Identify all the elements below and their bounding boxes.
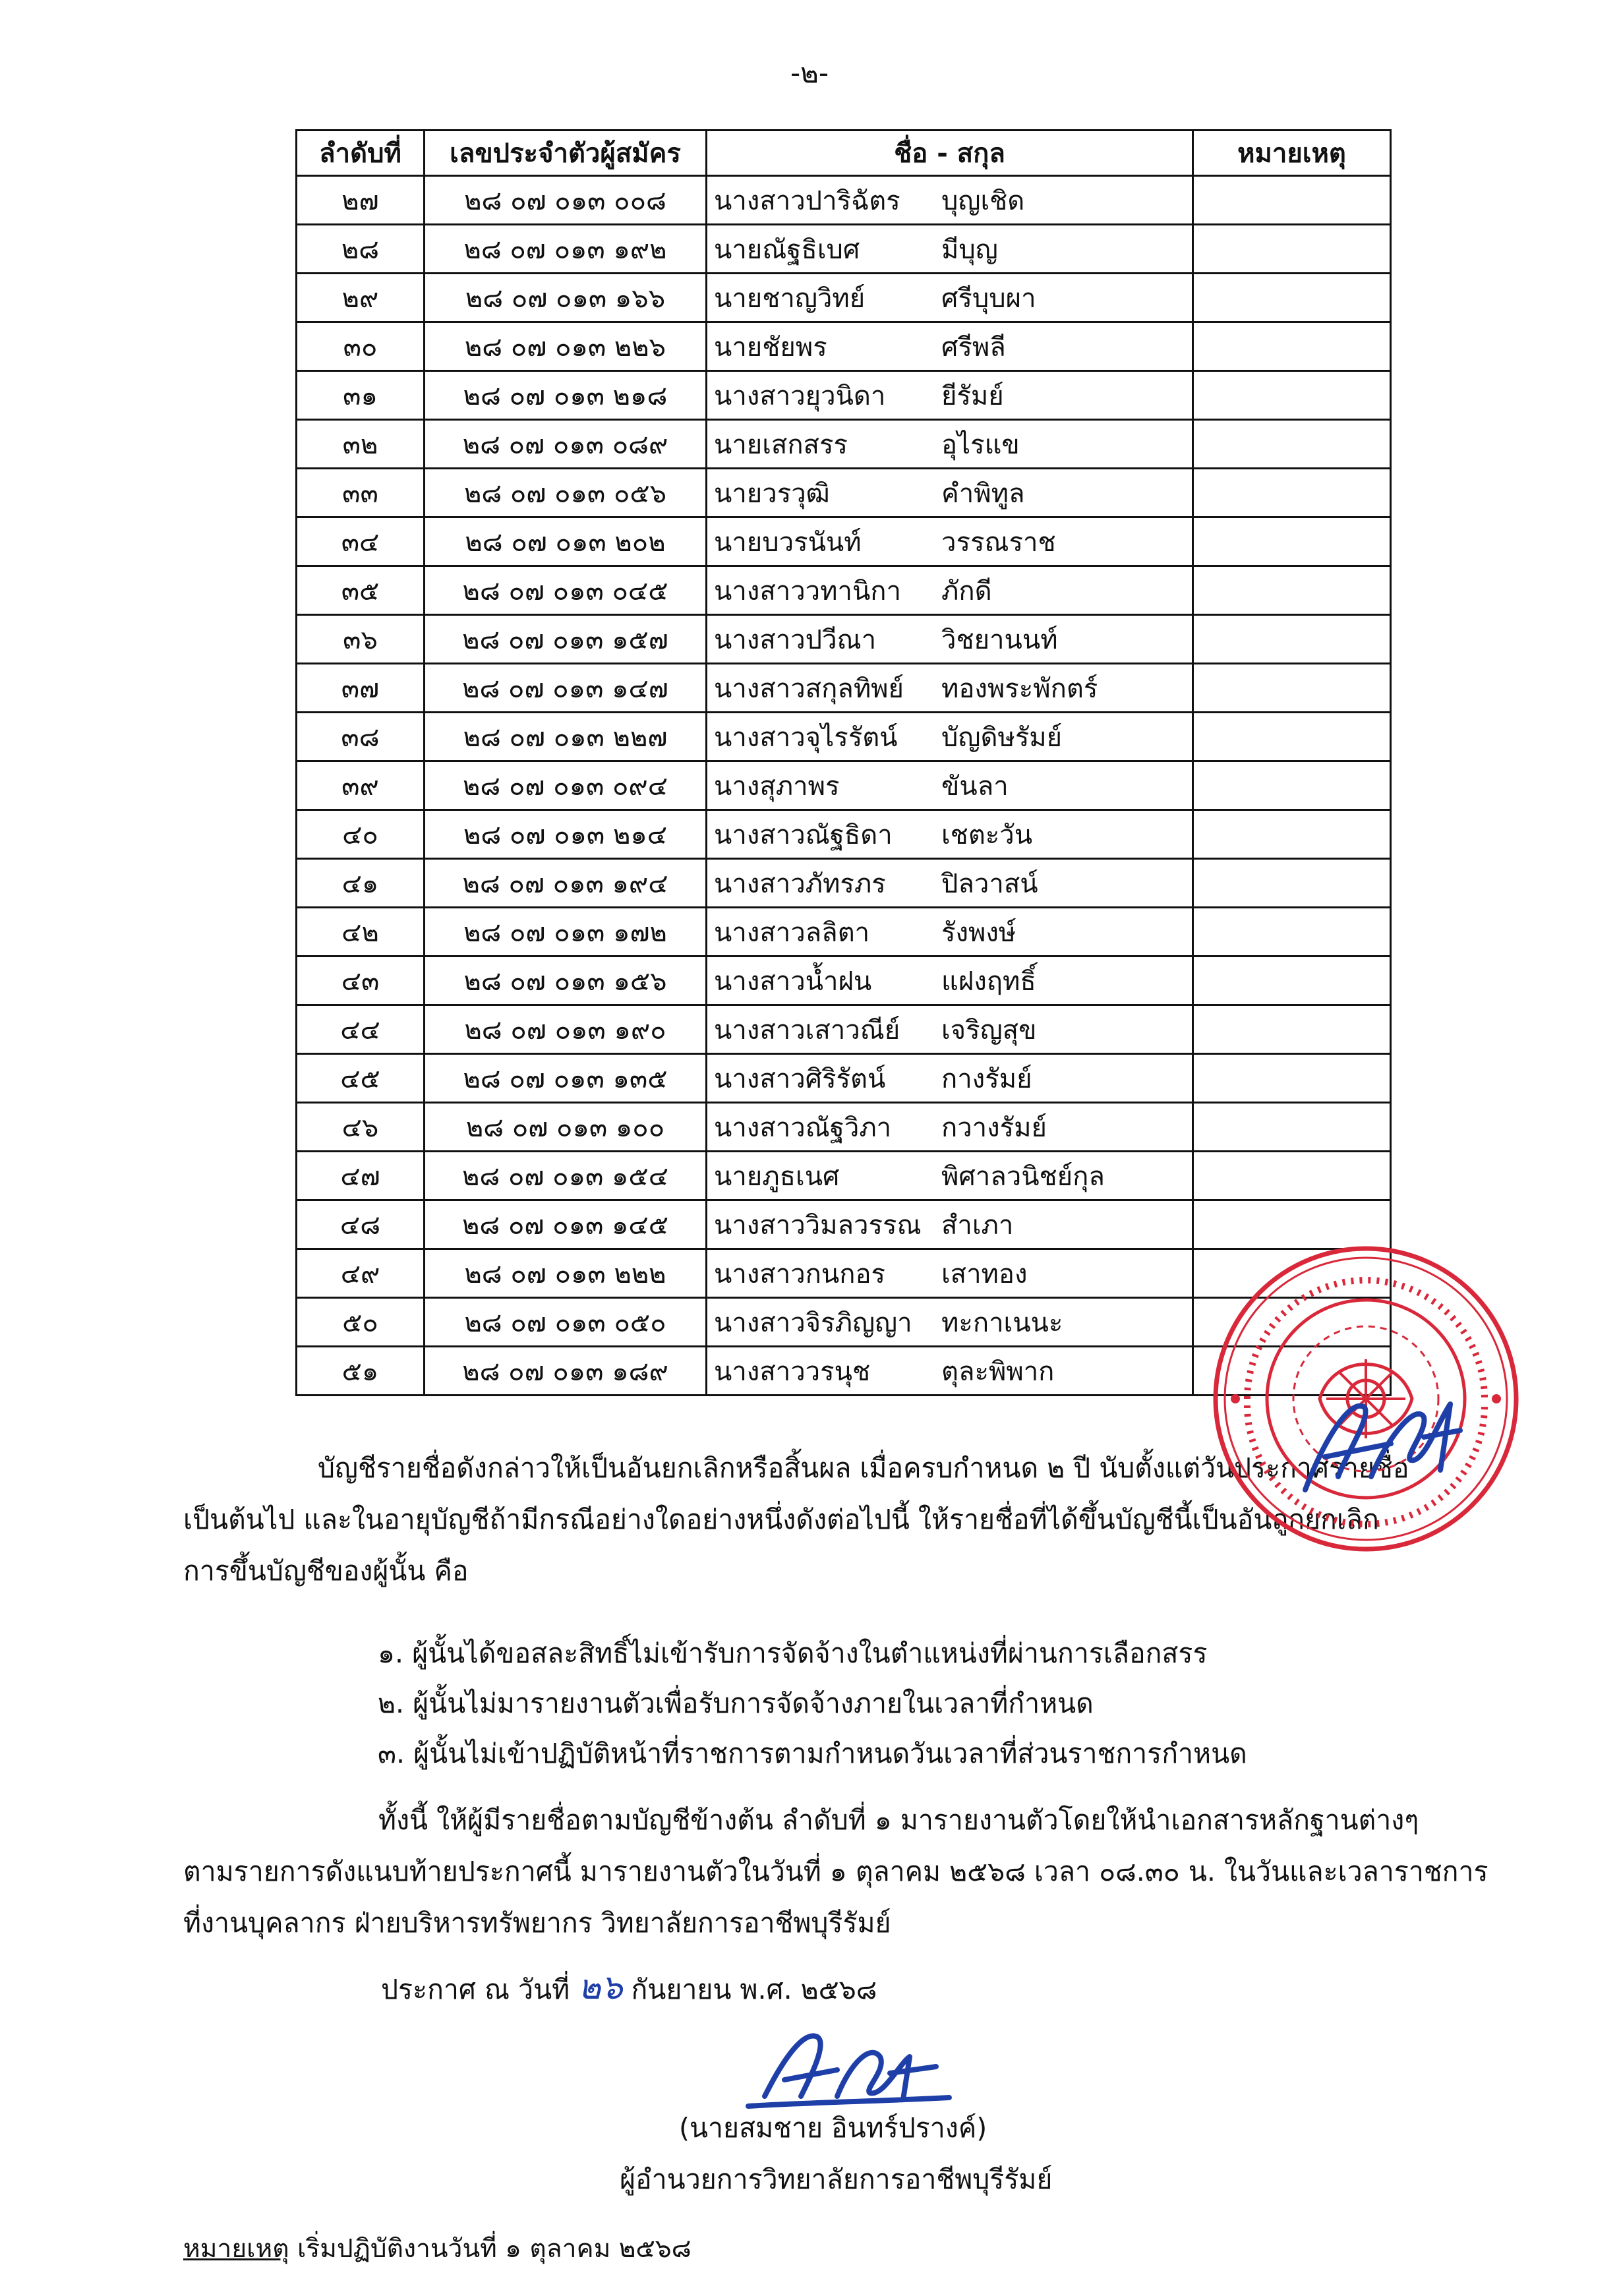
table-row bbox=[297, 859, 1391, 908]
cell-note bbox=[1193, 1054, 1391, 1103]
table-row bbox=[297, 664, 1391, 713]
cell-name bbox=[707, 957, 1193, 1005]
cell-name bbox=[707, 1054, 1193, 1103]
table-row bbox=[297, 469, 1391, 517]
first-name: นางสาวลลิตา bbox=[714, 917, 870, 948]
cell-candidate-id: ๒๘ ๐๗ ๐๑๓ ๒๒๖ bbox=[425, 322, 707, 371]
cell-seq: ๓๒ bbox=[297, 420, 425, 469]
last-name: บัญดิษรัมย์ bbox=[941, 722, 1063, 753]
candidate-table bbox=[295, 129, 1392, 1396]
first-name: นางสาวณัฐวิภา bbox=[714, 1112, 892, 1143]
table-row bbox=[297, 1005, 1391, 1054]
first-name: นางสาววรนุช bbox=[714, 1356, 871, 1387]
footnote bbox=[183, 2228, 692, 2269]
last-name: วรรณราช bbox=[941, 527, 1056, 558]
signatory-position: ผู้อำนวยการวิทยาลัยการอาชีพบุรีรัมย์ bbox=[620, 2164, 1053, 2195]
cell-seq: ๒๘ bbox=[297, 225, 425, 274]
last-name: ปิลวาสน์ bbox=[941, 868, 1038, 899]
cell-name bbox=[707, 176, 1193, 225]
cell-name bbox=[707, 1200, 1193, 1249]
cell-candidate-id: ๒๘ ๐๗ ๐๑๓ ๐๔๕ bbox=[425, 566, 707, 615]
first-name: นางสาววิมลวรรณ bbox=[714, 1210, 922, 1241]
cell-note bbox=[1193, 761, 1391, 810]
cell-name bbox=[707, 1152, 1193, 1200]
cell-note bbox=[1193, 810, 1391, 859]
table-row bbox=[297, 615, 1391, 664]
cell-seq: ๓๕ bbox=[297, 566, 425, 615]
cell-seq: ๓๔ bbox=[297, 517, 425, 566]
cell-name bbox=[707, 1249, 1193, 1298]
cell-candidate-id: ๒๘ ๐๗ ๐๑๓ ๑๙๐ bbox=[425, 1005, 707, 1054]
cell-candidate-id: ๒๘ ๐๗ ๐๑๓ ๐๐๘ bbox=[425, 176, 707, 225]
first-name: นางสาวสกุลทิพย์ bbox=[714, 673, 904, 704]
cell-candidate-id: ๒๘ ๐๗ ๐๑๓ ๑๘๙ bbox=[425, 1347, 707, 1396]
announce-suffix: กันยายน พ.ศ. ๒๕๖๘ bbox=[631, 1974, 877, 2005]
cell-note bbox=[1193, 908, 1391, 957]
cell-seq: ๓๖ bbox=[297, 615, 425, 664]
cell-name bbox=[707, 322, 1193, 371]
table-row bbox=[297, 957, 1391, 1005]
paragraph-2-line-3: ที่งานบุคลากร ฝ่ายบริหารทรัพยากร วิทยาลัยการอาชีพบุรีรัมย์ bbox=[183, 1907, 891, 1939]
table-row bbox=[297, 713, 1391, 761]
cell-seq: ๔๓ bbox=[297, 957, 425, 1005]
table-row bbox=[297, 517, 1391, 566]
table-row bbox=[297, 274, 1391, 322]
table-row bbox=[297, 225, 1391, 274]
first-name: นายวรวุฒิ bbox=[714, 478, 830, 509]
cell-note bbox=[1193, 225, 1391, 274]
last-name: แฝงฤทธิ์ bbox=[941, 966, 1036, 997]
first-name: นายชัยพร bbox=[714, 332, 827, 363]
last-name: คำพิทูล bbox=[941, 478, 1025, 509]
last-name: มีบุญ bbox=[941, 234, 998, 265]
first-name: นางสาวศิริรัตน์ bbox=[714, 1063, 886, 1094]
announce-day-handwritten: ๒๖ bbox=[578, 1968, 623, 2007]
last-name: ศรีพลี bbox=[941, 332, 1006, 363]
last-name: กวางรัมย์ bbox=[941, 1112, 1047, 1143]
cell-candidate-id: ๒๘ ๐๗ ๐๑๓ ๒๒๒ bbox=[425, 1249, 707, 1298]
cell-seq: ๔๕ bbox=[297, 1054, 425, 1103]
cell-seq: ๓๑ bbox=[297, 371, 425, 420]
last-name: พิศาลวนิชย์กุล bbox=[941, 1161, 1105, 1192]
cell-seq: ๔๑ bbox=[297, 859, 425, 908]
first-name: นางสาวปาริฉัตร bbox=[714, 185, 900, 216]
table-body bbox=[297, 176, 1391, 1396]
footnote-text: เริ่มปฏิบัติงานวันที่ ๑ ตุลาคม ๒๕๖๘ bbox=[289, 2234, 692, 2264]
condition-item-2: ๒. ผู้นั้นไม่มารายงานตัวเพื่อรับการจัดจ้างภายในเวลาที่กำหนด bbox=[378, 1688, 1094, 1719]
first-name: นางสาวภัทรภร bbox=[714, 868, 886, 899]
cell-seq: ๔๗ bbox=[297, 1152, 425, 1200]
cell-name bbox=[707, 713, 1193, 761]
cell-name bbox=[707, 371, 1193, 420]
cell-candidate-id: ๒๘ ๐๗ ๐๑๓ ๑๖๖ bbox=[425, 274, 707, 322]
cell-candidate-id: ๒๘ ๐๗ ๐๑๓ ๑๔๗ bbox=[425, 664, 707, 713]
paragraph-1-line-2: เป็นต้นไป และในอายุบัญชีถ้ามีกรณีอย่างใดอย่างหนึ่งดังต่อไปนี้ ให้รายชื่อที่ได้ขึ้นบัญชีนี้เป็นอันถูกยกเลิก bbox=[183, 1504, 1379, 1535]
last-name: ภักดี bbox=[941, 575, 992, 606]
table-row bbox=[297, 1054, 1391, 1103]
table-row bbox=[297, 176, 1391, 225]
cell-name bbox=[707, 469, 1193, 517]
cell-note bbox=[1193, 420, 1391, 469]
cell-note bbox=[1193, 274, 1391, 322]
last-name: วิชยานนท์ bbox=[941, 624, 1058, 655]
first-name: นายภูธเนศ bbox=[714, 1161, 840, 1192]
cell-name bbox=[707, 1005, 1193, 1054]
cell-note bbox=[1193, 957, 1391, 1005]
last-name: สำเภา bbox=[941, 1210, 1014, 1241]
header-seq: ลำดับที่ bbox=[297, 131, 425, 176]
header-candidate-id: เลขประจำตัวผู้สมัคร bbox=[425, 131, 707, 176]
cell-name bbox=[707, 225, 1193, 274]
last-name: ยีรัมย์ bbox=[941, 380, 1004, 411]
footnote-label: หมายเหตุ bbox=[183, 2234, 289, 2264]
cell-name bbox=[707, 566, 1193, 615]
first-name: นางสาวณัฐธิดา bbox=[714, 819, 893, 850]
cell-candidate-id: ๒๘ ๐๗ ๐๑๓ ๐๕๖ bbox=[425, 469, 707, 517]
first-name: นางสาวน้ำฝน bbox=[714, 966, 872, 997]
signatory-name: (นายสมชาย อินทร์ปรางค์) bbox=[679, 2112, 987, 2144]
cell-candidate-id: ๒๘ ๐๗ ๐๑๓ ๑๕๔ bbox=[425, 1152, 707, 1200]
paragraph-2-line-2: ตามรายการดังแนบท้ายประกาศนี้ มารายงานตัวในวันที่ ๑ ตุลาคม ๒๕๖๘ เวลา ๐๘.๓๐ น. ในวันและเวลาราชการ bbox=[183, 1856, 1488, 1887]
condition-item-1: ๑. ผู้นั้นได้ขอสละสิทธิ์ไม่เข้ารับการจัดจ้างในตำแหน่งที่ผ่านการเลือกสรร bbox=[378, 1637, 1208, 1669]
last-name: รังพงษ์ bbox=[941, 917, 1016, 948]
condition-item-3: ๓. ผู้นั้นไม่เข้าปฏิบัติหน้าที่ราชการตามกำหนดวันเวลาที่ส่วนราชการกำหนด bbox=[378, 1738, 1247, 1769]
cell-name bbox=[707, 615, 1193, 664]
cell-seq: ๔๖ bbox=[297, 1103, 425, 1152]
cell-name bbox=[707, 1347, 1193, 1396]
table-row bbox=[297, 761, 1391, 810]
cell-name bbox=[707, 859, 1193, 908]
cell-note bbox=[1193, 371, 1391, 420]
header-name: ชื่อ - สกุล bbox=[707, 131, 1193, 176]
cell-candidate-id: ๒๘ ๐๗ ๐๑๓ ๑๐๐ bbox=[425, 1103, 707, 1152]
table-row bbox=[297, 371, 1391, 420]
first-name: นายชาญวิทย์ bbox=[714, 283, 866, 314]
last-name: ทะกาเนนะ bbox=[941, 1307, 1063, 1338]
cell-seq: ๔๔ bbox=[297, 1005, 425, 1054]
first-name: นางสาวยุวนิดา bbox=[714, 380, 886, 411]
cell-candidate-id: ๒๘ ๐๗ ๐๑๓ ๐๕๐ bbox=[425, 1298, 707, 1347]
table-row bbox=[297, 810, 1391, 859]
last-name: ตุละพิพาก bbox=[941, 1356, 1055, 1387]
cell-name bbox=[707, 517, 1193, 566]
announce-prefix: ประกาศ ณ วันที่ bbox=[381, 1974, 570, 2005]
cell-seq: ๔๘ bbox=[297, 1200, 425, 1249]
cell-name bbox=[707, 761, 1193, 810]
last-name: กางรัมย์ bbox=[941, 1063, 1032, 1094]
announcement-date bbox=[381, 1959, 877, 2014]
cell-seq: ๓๙ bbox=[297, 761, 425, 810]
cell-seq: ๓๘ bbox=[297, 713, 425, 761]
first-name: นางสาววทานิกา bbox=[714, 575, 901, 606]
cell-candidate-id: ๒๘ ๐๗ ๐๑๓ ๑๙๒ bbox=[425, 225, 707, 274]
table-row bbox=[297, 1103, 1391, 1152]
stamp-signature bbox=[1292, 1345, 1463, 1503]
header-note: หมายเหตุ bbox=[1193, 131, 1391, 176]
cell-candidate-id: ๒๘ ๐๗ ๐๑๓ ๑๔๕ bbox=[425, 1200, 707, 1249]
first-name: นางสาวกนกอร bbox=[714, 1258, 885, 1289]
cell-name bbox=[707, 1298, 1193, 1347]
first-name: นายณัฐธิเบศ bbox=[714, 234, 860, 265]
cell-note bbox=[1193, 322, 1391, 371]
cell-name bbox=[707, 664, 1193, 713]
cell-seq: ๓๓ bbox=[297, 469, 425, 517]
cell-note bbox=[1193, 664, 1391, 713]
table-row bbox=[297, 420, 1391, 469]
cell-candidate-id: ๒๘ ๐๗ ๐๑๓ ๐๘๙ bbox=[425, 420, 707, 469]
cell-name bbox=[707, 274, 1193, 322]
cell-seq: ๔๒ bbox=[297, 908, 425, 957]
cell-seq: ๓๐ bbox=[297, 322, 425, 371]
cell-candidate-id: ๒๘ ๐๗ ๐๑๓ ๑๕๗ bbox=[425, 615, 707, 664]
last-name: เสาทอง bbox=[941, 1258, 1028, 1289]
table-row bbox=[297, 322, 1391, 371]
cell-note bbox=[1193, 859, 1391, 908]
cell-candidate-id: ๒๘ ๐๗ ๐๑๓ ๒๒๗ bbox=[425, 713, 707, 761]
paragraph-1-line-1: บัญชีรายชื่อดังกล่าวให้เป็นอันยกเลิกหรือสิ้นผล เมื่อครบกำหนด ๒ ปี นับตั้งแต่วันประกาศรายชื่อ bbox=[318, 1452, 1409, 1484]
cell-note bbox=[1193, 1103, 1391, 1152]
first-name: นางสาวปวีณา bbox=[714, 624, 877, 655]
cell-candidate-id: ๒๘ ๐๗ ๐๑๓ ๑๙๔ bbox=[425, 859, 707, 908]
first-name: นางสาวจิรภิญญา bbox=[714, 1307, 912, 1338]
last-name: เจริญสุข bbox=[941, 1015, 1037, 1045]
cell-name bbox=[707, 1103, 1193, 1152]
table-header-row bbox=[297, 131, 1391, 176]
cell-note bbox=[1193, 615, 1391, 664]
cell-note bbox=[1193, 1005, 1391, 1054]
cell-seq: ๔๐ bbox=[297, 810, 425, 859]
cell-seq: ๔๙ bbox=[297, 1249, 425, 1298]
cell-seq: ๕๐ bbox=[297, 1298, 425, 1347]
cell-seq: ๒๗ bbox=[297, 176, 425, 225]
last-name: ทองพระพักตร์ bbox=[941, 673, 1098, 704]
cell-candidate-id: ๒๘ ๐๗ ๐๑๓ ๒๐๒ bbox=[425, 517, 707, 566]
cell-candidate-id: ๒๘ ๐๗ ๐๑๓ ๒๑๘ bbox=[425, 371, 707, 420]
first-name: นางสาวจุไรรัตน์ bbox=[714, 722, 898, 753]
cell-seq: ๕๑ bbox=[297, 1347, 425, 1396]
table-row bbox=[297, 908, 1391, 957]
page-number: -๒- bbox=[790, 57, 829, 89]
cell-note bbox=[1193, 176, 1391, 225]
cell-seq: ๒๙ bbox=[297, 274, 425, 322]
cell-seq: ๓๗ bbox=[297, 664, 425, 713]
cell-candidate-id: ๒๘ ๐๗ ๐๑๓ ๑๗๒ bbox=[425, 908, 707, 957]
cell-note bbox=[1193, 1152, 1391, 1200]
cell-note bbox=[1193, 517, 1391, 566]
cell-note bbox=[1193, 469, 1391, 517]
cell-note bbox=[1193, 713, 1391, 761]
cell-candidate-id: ๒๘ ๐๗ ๐๑๓ ๑๕๖ bbox=[425, 957, 707, 1005]
cell-note bbox=[1193, 566, 1391, 615]
last-name: เชตะวัน bbox=[941, 819, 1033, 850]
first-name: นางสุภาพร bbox=[714, 771, 840, 802]
paragraph-1-line-3: การขึ้นบัญชีของผู้นั้น คือ bbox=[183, 1555, 469, 1587]
last-name: ขันลา bbox=[941, 771, 1009, 802]
table-row bbox=[297, 1152, 1391, 1200]
cell-candidate-id: ๒๘ ๐๗ ๐๑๓ ๒๑๔ bbox=[425, 810, 707, 859]
first-name: นายเสกสรร bbox=[714, 429, 848, 460]
first-name: นายบวรนันท์ bbox=[714, 527, 862, 558]
last-name: บุญเชิด bbox=[941, 185, 1025, 216]
first-name: นางสาวเสาวณีย์ bbox=[714, 1015, 900, 1045]
cell-candidate-id: ๒๘ ๐๗ ๐๑๓ ๐๙๔ bbox=[425, 761, 707, 810]
cell-candidate-id: ๒๘ ๐๗ ๐๑๓ ๑๓๕ bbox=[425, 1054, 707, 1103]
last-name: อุไรแข bbox=[941, 429, 1020, 460]
table-row bbox=[297, 566, 1391, 615]
cell-name bbox=[707, 420, 1193, 469]
last-name: ศรีบุบผา bbox=[941, 283, 1036, 314]
paragraph-2-line-1: ทั้งนี้ ให้ผู้มีรายชื่อตามบัญชีข้างต้น ลำดับที่ ๑ มารายงานตัวโดยให้นำเอกสารหลักฐานต่างๆ bbox=[378, 1804, 1419, 1836]
cell-name bbox=[707, 908, 1193, 957]
cell-name bbox=[707, 810, 1193, 859]
